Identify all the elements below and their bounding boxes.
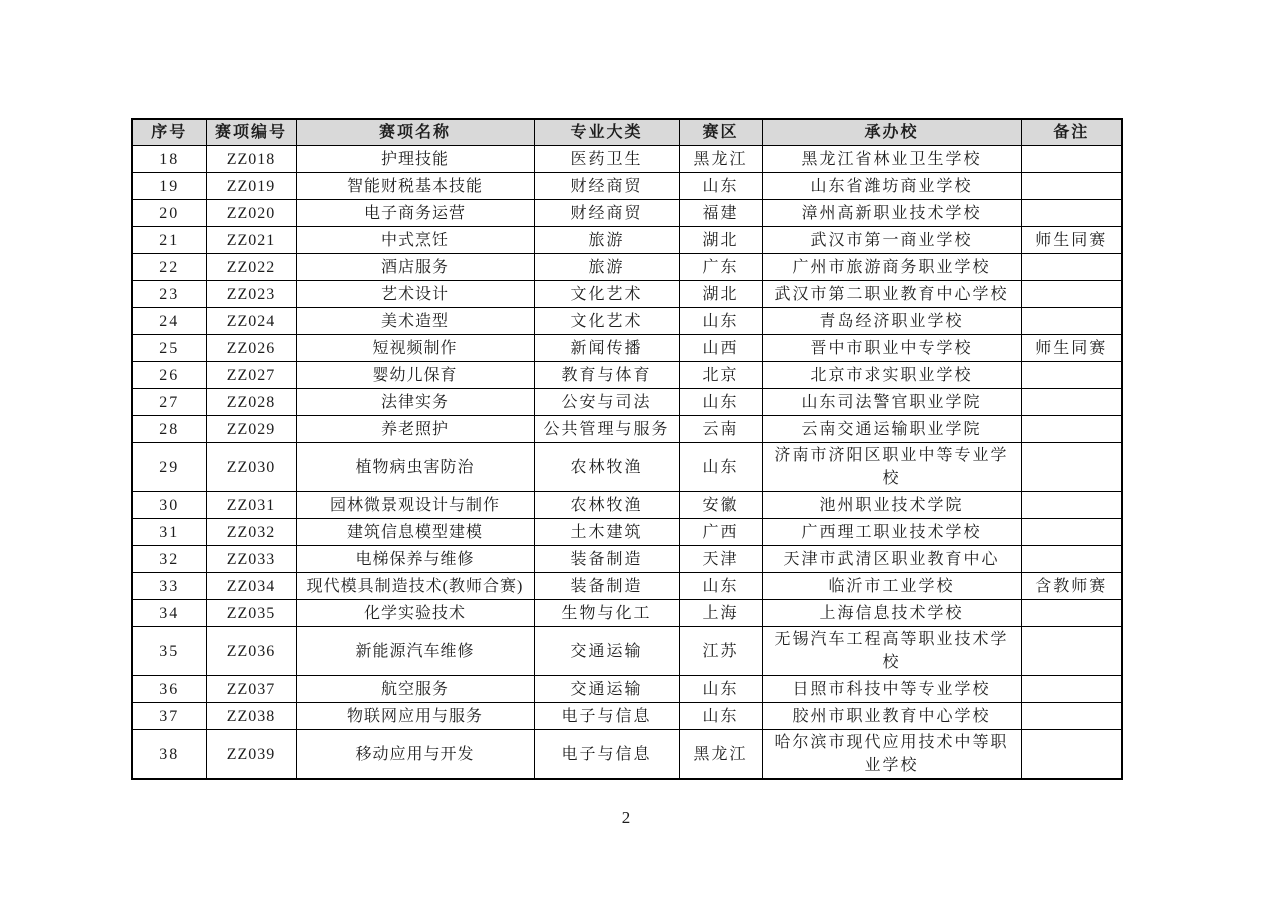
cell-school: 漳州高新职业技术学校	[762, 200, 1021, 227]
table-row	[132, 146, 1122, 173]
cell-code: ZZ035	[206, 600, 296, 627]
cell-name: 化学实验技术	[296, 600, 534, 627]
cell-code: ZZ020	[206, 200, 296, 227]
cell-category: 文化艺术	[534, 281, 679, 308]
cell-remark	[1021, 676, 1122, 703]
cell-remark: 含教师赛	[1021, 573, 1122, 600]
table-body	[132, 146, 1122, 780]
cell-remark	[1021, 200, 1122, 227]
cell-zone: 北京	[679, 362, 762, 389]
competition-table	[131, 118, 1123, 780]
cell-name: 法律实务	[296, 389, 534, 416]
cell-name: 短视频制作	[296, 335, 534, 362]
cell-category: 农林牧渔	[534, 443, 679, 492]
cell-school: 山东司法警官职业学院	[762, 389, 1021, 416]
cell-category: 交通运输	[534, 627, 679, 676]
cell-code: ZZ034	[206, 573, 296, 600]
table-row	[132, 703, 1122, 730]
cell-school: 青岛经济职业学校	[762, 308, 1021, 335]
table-row	[132, 281, 1122, 308]
cell-category: 教育与体育	[534, 362, 679, 389]
table-row	[132, 676, 1122, 703]
cell-code: ZZ028	[206, 389, 296, 416]
cell-category: 交通运输	[534, 676, 679, 703]
cell-category: 公安与司法	[534, 389, 679, 416]
cell-no: 34	[132, 600, 206, 627]
cell-zone: 黑龙江	[679, 730, 762, 780]
cell-name: 智能财税基本技能	[296, 173, 534, 200]
cell-category: 土木建筑	[534, 519, 679, 546]
cell-zone: 黑龙江	[679, 146, 762, 173]
competition-table-container	[131, 118, 1121, 780]
cell-school: 武汉市第二职业教育中心学校	[762, 281, 1021, 308]
cell-category: 文化艺术	[534, 308, 679, 335]
cell-zone: 山东	[679, 173, 762, 200]
cell-name: 建筑信息模型建模	[296, 519, 534, 546]
cell-code: ZZ038	[206, 703, 296, 730]
cell-school: 北京市求实职业学校	[762, 362, 1021, 389]
cell-name: 现代模具制造技术(教师合赛)	[296, 573, 534, 600]
cell-no: 20	[132, 200, 206, 227]
cell-code: ZZ022	[206, 254, 296, 281]
table-row	[132, 227, 1122, 254]
cell-remark	[1021, 546, 1122, 573]
table-row	[132, 200, 1122, 227]
cell-code: ZZ023	[206, 281, 296, 308]
cell-no: 25	[132, 335, 206, 362]
cell-name: 新能源汽车维修	[296, 627, 534, 676]
cell-category: 旅游	[534, 227, 679, 254]
cell-name: 美术造型	[296, 308, 534, 335]
cell-name: 酒店服务	[296, 254, 534, 281]
cell-remark	[1021, 730, 1122, 780]
cell-code: ZZ026	[206, 335, 296, 362]
cell-school: 广州市旅游商务职业学校	[762, 254, 1021, 281]
column-header-zone: 赛区	[679, 119, 762, 146]
cell-remark	[1021, 389, 1122, 416]
cell-category: 电子与信息	[534, 730, 679, 780]
cell-category: 新闻传播	[534, 335, 679, 362]
cell-zone: 山西	[679, 335, 762, 362]
cell-no: 29	[132, 443, 206, 492]
cell-name: 中式烹饪	[296, 227, 534, 254]
cell-remark: 师生同赛	[1021, 335, 1122, 362]
cell-school: 山东省潍坊商业学校	[762, 173, 1021, 200]
cell-name: 艺术设计	[296, 281, 534, 308]
cell-no: 38	[132, 730, 206, 780]
table-row	[132, 254, 1122, 281]
cell-school: 晋中市职业中专学校	[762, 335, 1021, 362]
cell-name: 养老照护	[296, 416, 534, 443]
cell-remark	[1021, 600, 1122, 627]
cell-no: 24	[132, 308, 206, 335]
cell-code: ZZ039	[206, 730, 296, 780]
table-row	[132, 492, 1122, 519]
column-header-name: 赛项名称	[296, 119, 534, 146]
cell-zone: 江苏	[679, 627, 762, 676]
cell-no: 22	[132, 254, 206, 281]
cell-remark	[1021, 362, 1122, 389]
cell-remark	[1021, 519, 1122, 546]
cell-remark	[1021, 281, 1122, 308]
cell-name: 航空服务	[296, 676, 534, 703]
cell-zone: 安徽	[679, 492, 762, 519]
cell-remark	[1021, 443, 1122, 492]
table-row	[132, 600, 1122, 627]
cell-no: 37	[132, 703, 206, 730]
cell-no: 19	[132, 173, 206, 200]
cell-zone: 山东	[679, 443, 762, 492]
column-header-category: 专业大类	[534, 119, 679, 146]
cell-code: ZZ018	[206, 146, 296, 173]
cell-remark	[1021, 173, 1122, 200]
table-row	[132, 173, 1122, 200]
cell-school: 武汉市第一商业学校	[762, 227, 1021, 254]
cell-code: ZZ021	[206, 227, 296, 254]
cell-zone: 湖北	[679, 281, 762, 308]
column-header-remark: 备注	[1021, 119, 1122, 146]
cell-zone: 山东	[679, 703, 762, 730]
cell-no: 21	[132, 227, 206, 254]
cell-name: 园林微景观设计与制作	[296, 492, 534, 519]
cell-code: ZZ024	[206, 308, 296, 335]
cell-category: 财经商贸	[534, 173, 679, 200]
cell-school: 云南交通运输职业学院	[762, 416, 1021, 443]
cell-no: 33	[132, 573, 206, 600]
cell-zone: 山东	[679, 389, 762, 416]
cell-zone: 上海	[679, 600, 762, 627]
page-number: 2	[621, 808, 631, 827]
cell-school: 黑龙江省林业卫生学校	[762, 146, 1021, 173]
cell-name: 婴幼儿保育	[296, 362, 534, 389]
cell-category: 财经商贸	[534, 200, 679, 227]
cell-remark	[1021, 254, 1122, 281]
cell-code: ZZ037	[206, 676, 296, 703]
cell-zone: 广西	[679, 519, 762, 546]
cell-school: 日照市科技中等专业学校	[762, 676, 1021, 703]
cell-zone: 湖北	[679, 227, 762, 254]
column-header-school: 承办校	[762, 119, 1021, 146]
header-row	[132, 119, 1122, 146]
cell-code: ZZ029	[206, 416, 296, 443]
cell-category: 电子与信息	[534, 703, 679, 730]
cell-zone: 山东	[679, 676, 762, 703]
table-row	[132, 443, 1122, 492]
table-row	[132, 362, 1122, 389]
cell-no: 36	[132, 676, 206, 703]
table-row	[132, 335, 1122, 362]
cell-no: 31	[132, 519, 206, 546]
cell-code: ZZ036	[206, 627, 296, 676]
cell-zone: 广东	[679, 254, 762, 281]
cell-category: 医药卫生	[534, 146, 679, 173]
cell-no: 32	[132, 546, 206, 573]
cell-school: 胶州市职业教育中心学校	[762, 703, 1021, 730]
cell-name: 移动应用与开发	[296, 730, 534, 780]
cell-school: 临沂市工业学校	[762, 573, 1021, 600]
column-header-code: 赛项编号	[206, 119, 296, 146]
cell-name: 物联网应用与服务	[296, 703, 534, 730]
table-row	[132, 389, 1122, 416]
cell-code: ZZ030	[206, 443, 296, 492]
cell-zone: 天津	[679, 546, 762, 573]
table-row	[132, 308, 1122, 335]
cell-category: 生物与化工	[534, 600, 679, 627]
cell-no: 35	[132, 627, 206, 676]
cell-school: 池州职业技术学院	[762, 492, 1021, 519]
cell-name: 护理技能	[296, 146, 534, 173]
cell-school: 广西理工职业技术学校	[762, 519, 1021, 546]
table-row	[132, 730, 1122, 780]
cell-remark	[1021, 416, 1122, 443]
cell-remark: 师生同赛	[1021, 227, 1122, 254]
cell-code: ZZ032	[206, 519, 296, 546]
cell-school: 上海信息技术学校	[762, 600, 1021, 627]
cell-no: 28	[132, 416, 206, 443]
cell-code: ZZ027	[206, 362, 296, 389]
table-row	[132, 546, 1122, 573]
table-row	[132, 416, 1122, 443]
table-row	[132, 573, 1122, 600]
cell-zone: 福建	[679, 200, 762, 227]
cell-category: 旅游	[534, 254, 679, 281]
cell-no: 18	[132, 146, 206, 173]
cell-name: 电梯保养与维修	[296, 546, 534, 573]
cell-remark	[1021, 308, 1122, 335]
cell-name: 植物病虫害防治	[296, 443, 534, 492]
cell-name: 电子商务运营	[296, 200, 534, 227]
cell-zone: 山东	[679, 308, 762, 335]
cell-category: 装备制造	[534, 546, 679, 573]
cell-remark	[1021, 627, 1122, 676]
table-row	[132, 519, 1122, 546]
cell-zone: 云南	[679, 416, 762, 443]
cell-school: 济南市济阳区职业中等专业学校	[762, 443, 1021, 492]
cell-school: 天津市武清区职业教育中心	[762, 546, 1021, 573]
cell-remark	[1021, 146, 1122, 173]
column-header-no: 序号	[132, 119, 206, 146]
table-row	[132, 627, 1122, 676]
cell-category: 农林牧渔	[534, 492, 679, 519]
cell-no: 27	[132, 389, 206, 416]
cell-remark	[1021, 703, 1122, 730]
cell-no: 26	[132, 362, 206, 389]
cell-zone: 山东	[679, 573, 762, 600]
cell-category: 装备制造	[534, 573, 679, 600]
cell-code: ZZ033	[206, 546, 296, 573]
cell-remark	[1021, 492, 1122, 519]
cell-category: 公共管理与服务	[534, 416, 679, 443]
cell-school: 无锡汽车工程高等职业技术学校	[762, 627, 1021, 676]
cell-no: 23	[132, 281, 206, 308]
cell-code: ZZ019	[206, 173, 296, 200]
cell-no: 30	[132, 492, 206, 519]
cell-school: 哈尔滨市现代应用技术中等职业学校	[762, 730, 1021, 780]
cell-code: ZZ031	[206, 492, 296, 519]
